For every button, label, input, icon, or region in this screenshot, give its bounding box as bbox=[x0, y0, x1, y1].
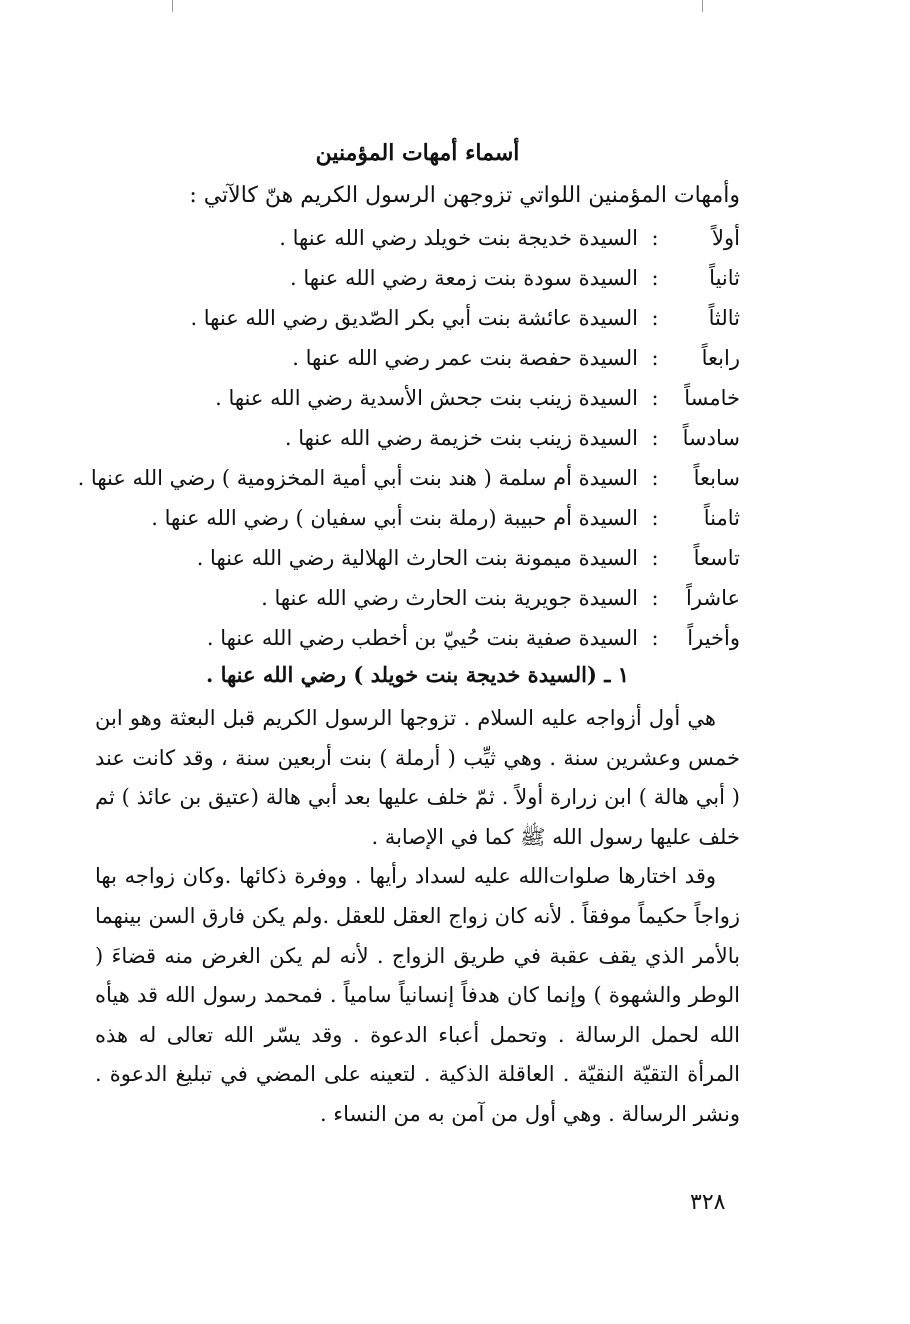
wives-list bbox=[77, 218, 740, 658]
separator: : bbox=[651, 346, 659, 370]
separator: : bbox=[651, 506, 659, 530]
wife-name: السيدة أم حبيبة (رملة بنت أبي سفيان ) رضي الله عنها . bbox=[151, 506, 638, 530]
wife-name: السيدة ميمونة بنت الحارث الهلالية رضي الله عنها . bbox=[196, 546, 638, 570]
list-item bbox=[95, 578, 740, 618]
separator: : bbox=[651, 626, 659, 650]
scan-mark bbox=[172, 0, 173, 12]
separator: : bbox=[651, 466, 659, 490]
list-item bbox=[95, 338, 740, 378]
wife-name: السيدة سودة بنت زمعة رضي الله عنها . bbox=[290, 266, 638, 290]
separator: : bbox=[651, 386, 659, 410]
list-item bbox=[95, 418, 740, 458]
wife-name: السيدة زينب بنت خزيمة رضي الله عنها . bbox=[284, 426, 638, 450]
list-item bbox=[95, 378, 740, 418]
list-item bbox=[95, 298, 740, 338]
ordinal: سابعاً bbox=[693, 466, 740, 490]
intro-text: وأمهات المؤمنين اللواتي تزوجهن الرسول الكريم هنّ كالآتي : bbox=[189, 183, 740, 208]
separator: : bbox=[651, 426, 659, 450]
page-title: أسماء أمهات المؤمنين bbox=[315, 140, 520, 166]
wife-name: السيدة صفية بنت حُييّ بن أخطب رضي الله عنها . bbox=[206, 626, 638, 650]
ordinal: ثانياً bbox=[709, 266, 740, 290]
separator: : bbox=[651, 306, 659, 330]
list-item bbox=[77, 458, 740, 498]
section-heading: ١ ـ (السيدة خديجة بنت خويلد ) رضي الله عنها . bbox=[205, 662, 630, 687]
wife-name: السيدة جويرية بنت الحارث رضي الله عنها . bbox=[261, 586, 638, 610]
separator: : bbox=[651, 226, 659, 250]
ordinal: عاشراً bbox=[686, 586, 740, 610]
separator: : bbox=[651, 546, 659, 570]
scan-mark bbox=[702, 0, 703, 12]
ordinal: سادساً bbox=[682, 426, 740, 450]
separator: : bbox=[651, 266, 659, 290]
ordinal: خامساً bbox=[684, 386, 740, 410]
paragraph: هي أول أزواجه عليه السلام . تزوجها الرسول الكريم قبل البعثة وهو ابن خمس وعشرين سنة . وهي ثيِّب ( أرملة ) بنت أربعين سنة ، وقد كانت عند ( أبي هالة ) ابن زرارة أولاً . ثمّ خلف عليها بعد أبي هالة (عتيق بن عائذ ) ثم خلف عليها رسول الله ﷺ كما في الإصابة . bbox=[95, 706, 740, 849]
wife-name: السيدة زينب بنت جحش الأسدية رضي الله عنها . bbox=[215, 386, 638, 410]
wife-name: السيدة حفصة بنت عمر رضي الله عنها . bbox=[292, 346, 638, 370]
ordinal: ثامناً bbox=[703, 506, 740, 530]
page-number: ٣٢٨ bbox=[690, 1190, 726, 1215]
ordinal: تاسعاً bbox=[693, 546, 740, 570]
separator: : bbox=[651, 586, 659, 610]
list-item bbox=[95, 258, 740, 298]
ordinal: أولاً bbox=[712, 226, 740, 250]
wife-name: السيدة خديجة بنت خويلد رضي الله عنها . bbox=[279, 226, 638, 250]
ordinal: رابعاً bbox=[701, 346, 740, 370]
wife-name: السيدة عائشة بنت أبي بكر الصّديق رضي الله عنها . bbox=[190, 306, 638, 330]
list-item bbox=[95, 618, 740, 658]
list-item bbox=[95, 218, 740, 258]
page-body bbox=[77, 140, 740, 1135]
paragraph: وقد اختارها صلوات‌الله عليه لسداد رأيها . ووفرة ذكائها .وكان زواجه بها زواجاً حكيماً موفقاً . لأنه كان زواج العقل للعقل .ولم يكن فارق السن بينهما بالأمر الذي يقف عقبة في طريق الزواج . لأنه لم يكن الغرض منه قضاءَ ( الوطر والشهوة ) وإنما كان هدفاً إنسانياً سامياً . فمحمد رسول الله قد هيأه الله لحمل الرسالة . وتحمل أعباء الدعوة . وقد يسّر الله تعالى له هذه المرأة التقيّة النقيّة . العاقلة الذكية . لتعينه على المضي في تبليغ الدعوة . ونشر الرسالة . وهي أول من آمن به من النساء . bbox=[95, 864, 740, 1126]
ordinal: ثالثاً bbox=[708, 306, 740, 330]
ordinal: وأخيراً bbox=[687, 626, 740, 650]
list-item bbox=[95, 538, 740, 578]
list-item bbox=[95, 498, 740, 538]
wife-name: السيدة أم سلمة ( هند بنت أبي أمية المخزومية ) رضي الله عنها . bbox=[77, 466, 638, 490]
